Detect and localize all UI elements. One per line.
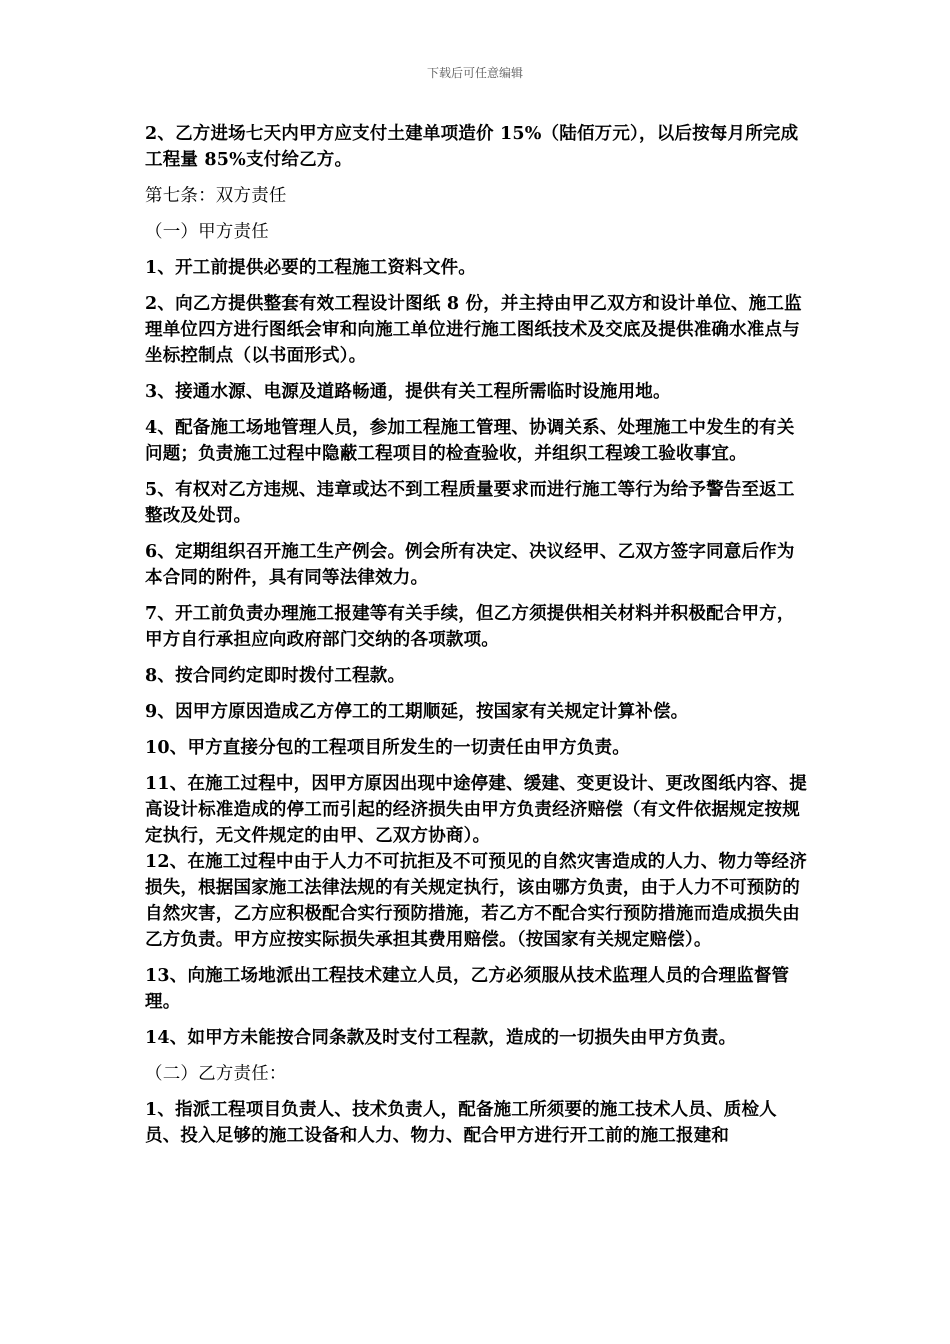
paragraph: 7、开工前负责办理施工报建等有关手续，但乙方须提供相关材料并积极配合甲方，甲方自行承担应向政府部门交纳的各项款项。 [145, 604, 795, 650]
page-header: 下载后可任意编辑 [426, 66, 523, 80]
paragraph: 1、开工前提供必要的工程施工资料文件。 [145, 258, 476, 278]
paragraph: 8、按合同约定即时拨付工程款。 [145, 666, 406, 686]
paragraph: （一）甲方责任 [145, 222, 269, 242]
paragraph: 1、指派工程项目负责人、技术负责人，配备施工所须要的施工技术人员、质检人员、投入足够的施工设备和人力、物力、配合甲方进行开工前的施工报建和 [145, 1100, 777, 1146]
document-body [145, 121, 810, 1159]
paragraph: 14、如甲方未能按合同条款及时支付工程款，造成的一切损失由甲方负责。 [145, 1028, 737, 1048]
paragraph: 2、向乙方提供整套有效工程设计图纸 8 份，并主持由甲乙双方和设计单位、施工监理单位四方进行图纸会审和向施工单位进行施工图纸技术及交底及提供准确水准点与坐标控制点（以书面形式）。 [145, 294, 802, 366]
paragraph: 12、在施工过程中由于人力不可抗拒及不可预见的自然灾害造成的人力、物力等经济损失，根据国家施工法律法规的有关规定执行，该由哪方负责，由于人力不可预防的自然灾害，乙方应积极配合实行预防措施，若乙方不配合实行预防措施而造成损失由乙方负责。甲方应按实际损失承担其费用赔偿。（按国家有关规定赔偿）。 [145, 852, 807, 950]
paragraph: 2、乙方进场七天内甲方应支付土建单项造价 15%（陆佰万元），以后按每月所完成工程量 85%支付给乙方。 [145, 124, 799, 170]
paragraph: 4、配备施工场地管理人员，参加工程施工管理、协调关系、处理施工中发生的有关问题；负责施工过程中隐蔽工程项目的检查验收，并组织工程竣工验收事宜。 [145, 418, 795, 464]
paragraph: 9、因甲方原因造成乙方停工的工期顺延，按国家有关规定计算补偿。 [145, 702, 689, 722]
paragraph: 3、接通水源、电源及道路畅通，提供有关工程所需临时设施用地。 [145, 382, 671, 402]
paragraph: 6、定期组织召开施工生产例会。例会所有决定、决议经甲、乙双方签字同意后作为本合同的附件，具有同等法律效力。 [145, 542, 795, 588]
paragraph: 11、在施工过程中，因甲方原因出现中途停建、缓建、变更设计、更改图纸内容、提高设计标准造成的停工而引起的经济损失由甲方负责经济赔偿（有文件依据规定按规定执行，无文件规定的由甲、乙双方协商）。 [145, 774, 807, 846]
paragraph: （二）乙方责任： [145, 1064, 287, 1084]
paragraph: 第七条：双方责任 [145, 186, 287, 206]
paragraph: 10、甲方直接分包的工程项目所发生的一切责任由甲方负责。 [145, 738, 630, 758]
paragraph: 13、向施工场地派出工程技术建立人员，乙方必须服从技术监理人员的合理监督管理。 [145, 966, 790, 1012]
paragraph: 5、有权对乙方违规、违章或达不到工程质量要求而进行施工等行为给予警告至返工整改及处罚。 [145, 480, 795, 526]
